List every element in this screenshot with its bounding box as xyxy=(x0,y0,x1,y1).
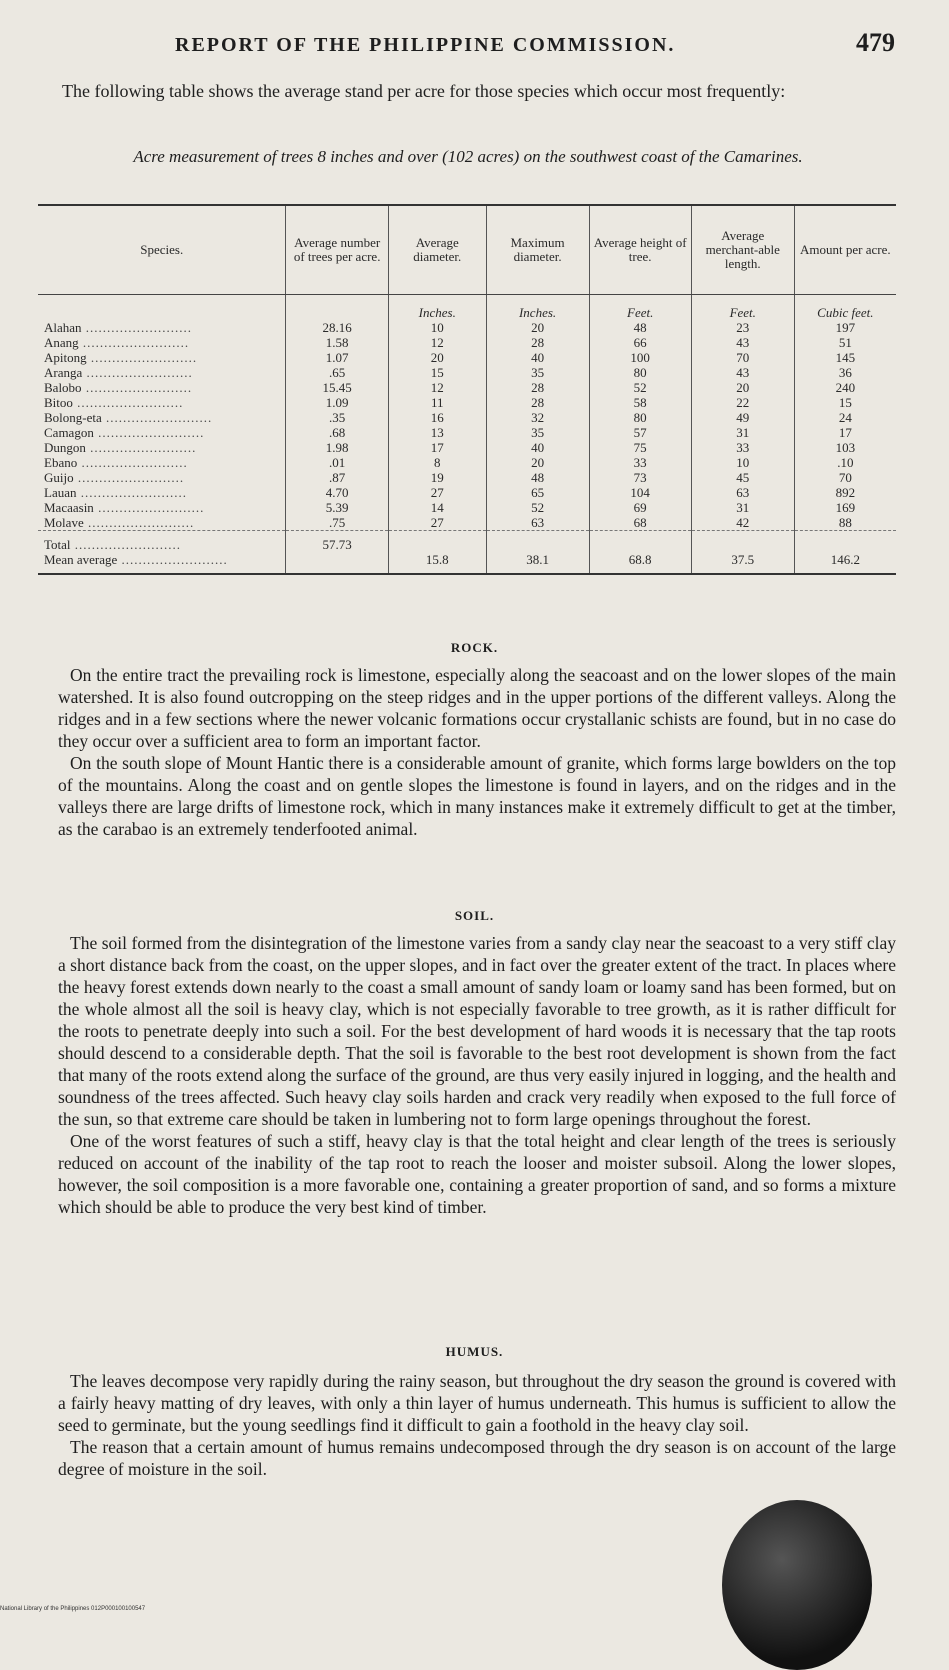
cell-amount: 17 xyxy=(794,425,896,440)
mean-label: Mean average ..... xyxy=(38,552,286,574)
cell-amount: 240 xyxy=(794,380,896,395)
table-header-row xyxy=(38,205,896,295)
cell-amount: 88 xyxy=(794,515,896,531)
table-row xyxy=(38,440,896,455)
cell-avg-height: 69 xyxy=(589,500,691,515)
cell-amount: 24 xyxy=(794,410,896,425)
cell-avg-number: 1.09 xyxy=(286,395,388,410)
cell-species: Aranga ..... xyxy=(38,365,286,380)
cell-avg-number: 1.07 xyxy=(286,350,388,365)
soil-paragraph: The soil formed from the disintegration of the limestone varies from a sandy clay near the seacoast to a very stiff clay a short distance back from the coast, on the upper slopes, and in fact over the greater extent of the tract. In places where the heavy forest extends down nearly to the coast a small amount of sandy loam or loamy sand has been formed, but on the whole almost all the soil is heavy clay, which is not especially favorable to tree growth, as it is rather difficult for the roots to penetrate deeply into such a soil. For the best development of hard woods it is necessary that the tap roots should descend to a considerable depth. That the soil is favorable to the best root development is shown from the fact that many of the roots extend along the surface of the ground, are thus very easily injured in logging, and the health and soundness of the trees affected. Such heavy clay soils harden and crack very readily when exposed to the full force of the sun, so that extreme care should be taken in lumbering not to form large openings throughout the forest. xyxy=(58,933,896,1129)
page-number: 479 xyxy=(856,28,895,57)
table-caption: Acre measurement of trees 8 inches and over (102 acres) on the southwest coast of the Camarines. xyxy=(133,147,803,166)
cell-avg-height: 57 xyxy=(589,425,691,440)
table-row xyxy=(38,425,896,440)
soil-section xyxy=(58,932,896,1218)
humus-paragraph: The leaves decompose very rapidly during the rainy season, but throughout the dry season the ground is covered with a fairly heavy matting of dry leaves, with only a thin layer of humus underneath. This humus is sufficient to allow the seed to germinate, but the young seedlings find it difficult to gain a foothold in the heavy clay soil. xyxy=(58,1371,896,1435)
humus-paragraph: The reason that a certain amount of humus remains undecomposed through the dry season is on account of the large degree of moisture in the soil. xyxy=(58,1437,896,1479)
running-title: REPORT OF THE PHILIPPINE COMMISSION. xyxy=(175,34,676,56)
cell-amount: 169 xyxy=(794,500,896,515)
units-cell xyxy=(38,295,286,321)
cell-avg-number: .75 xyxy=(286,515,388,531)
total-label: Total ..... xyxy=(38,531,286,553)
header-avg-diameter: Average diameter. xyxy=(388,205,486,295)
total-trees: 57.73 xyxy=(286,531,388,553)
cell-merchantable-length: 31 xyxy=(691,500,794,515)
cell-species: Anang ..... xyxy=(38,335,286,350)
header-species: Species. xyxy=(38,205,286,295)
cell-avg-height: 68 xyxy=(589,515,691,531)
cell-max-diameter: 28 xyxy=(486,395,589,410)
cell-avg-height: 48 xyxy=(589,320,691,335)
cell-amount: 892 xyxy=(794,485,896,500)
cell-avg-diameter: 11 xyxy=(388,395,486,410)
cell-merchantable-length: 43 xyxy=(691,365,794,380)
cell-avg-height: 33 xyxy=(589,455,691,470)
mean-max-diameter: 38.1 xyxy=(486,552,589,574)
header-avg-height: Average height of tree. xyxy=(589,205,691,295)
cell-avg-diameter: 19 xyxy=(388,470,486,485)
cell-max-diameter: 48 xyxy=(486,470,589,485)
mean-merchantable-length: 37.5 xyxy=(691,552,794,574)
cell-merchantable-length: 33 xyxy=(691,440,794,455)
cell-avg-number: .87 xyxy=(286,470,388,485)
cell-avg-number: 4.70 xyxy=(286,485,388,500)
rock-paragraph: On the south slope of Mount Hantic there is a considerable amount of granite, which forms large bowlders on the top of the mountains. Along the coast and on gentle slopes the limestone is found in layers, and on the ridges and in the valleys there are large drifts of limestone rock, which in many instances make it extremely difficult to get at the timber, as the carabao is an extremely tenderfooted animal. xyxy=(58,753,896,839)
rock-section xyxy=(58,664,896,840)
cell-avg-number: 15.45 xyxy=(286,380,388,395)
cell-max-diameter: 40 xyxy=(486,350,589,365)
scanner-thumb-shadow xyxy=(722,1500,872,1670)
cell-max-diameter: 20 xyxy=(486,320,589,335)
cell-max-diameter: 63 xyxy=(486,515,589,531)
cell-avg-number: .68 xyxy=(286,425,388,440)
soil-heading: SOIL. xyxy=(454,908,495,923)
cell-amount: 51 xyxy=(794,335,896,350)
library-footer: National Library of the Philippines 012P000100100547 xyxy=(0,1606,146,1612)
table-row xyxy=(38,350,896,365)
cell-merchantable-length: 42 xyxy=(691,515,794,531)
humus-section xyxy=(58,1370,896,1480)
cell-merchantable-length: 20 xyxy=(691,380,794,395)
cell-avg-diameter: 10 xyxy=(388,320,486,335)
table-row xyxy=(38,410,896,425)
mean-avg-height: 68.8 xyxy=(589,552,691,574)
rock-paragraph: On the entire tract the prevailing rock is limestone, especially along the seacoast and on the lower slopes of the main watershed. It is also found outcropping on the steep ridges and in the upper portions of the different valleys. Along the ridges and in a few sections where the newer volcanic formations occur crystallanic schists are found, but in no case do they occur over a sufficient area to form an important factor. xyxy=(58,665,896,751)
cell-merchantable-length: 22 xyxy=(691,395,794,410)
cell-avg-diameter: 13 xyxy=(388,425,486,440)
table-body xyxy=(38,295,896,531)
mean-amount: 146.2 xyxy=(794,552,896,574)
cell-merchantable-length: 70 xyxy=(691,350,794,365)
cell-species: Balobo ..... xyxy=(38,380,286,395)
intro-paragraph: The following table shows the average stand per acre for those species which occur most frequently: xyxy=(62,81,786,101)
cell-amount: 103 xyxy=(794,440,896,455)
cell-max-diameter: 52 xyxy=(486,500,589,515)
units-cell: Inches. xyxy=(486,295,589,321)
cell-max-diameter: 20 xyxy=(486,455,589,470)
total-row xyxy=(38,531,896,553)
table-row xyxy=(38,380,896,395)
cell-amount: 70 xyxy=(794,470,896,485)
cell-amount: 36 xyxy=(794,365,896,380)
cell-avg-number: .01 xyxy=(286,455,388,470)
header-max-diameter: Maximum diameter. xyxy=(486,205,589,295)
rock-heading: ROCK. xyxy=(450,640,499,655)
cell-merchantable-length: 43 xyxy=(691,335,794,350)
cell-merchantable-length: 23 xyxy=(691,320,794,335)
cell-species: Lauan ..... xyxy=(38,485,286,500)
cell-max-diameter: 35 xyxy=(486,425,589,440)
cell-merchantable-length: 45 xyxy=(691,470,794,485)
cell-amount: 145 xyxy=(794,350,896,365)
cell-avg-height: 80 xyxy=(589,410,691,425)
cell-amount: 197 xyxy=(794,320,896,335)
cell-merchantable-length: 63 xyxy=(691,485,794,500)
units-cell: Feet. xyxy=(691,295,794,321)
cell-species: Macaasin ..... xyxy=(38,500,286,515)
cell-max-diameter: 40 xyxy=(486,440,589,455)
cell-avg-height: 52 xyxy=(589,380,691,395)
cell-avg-diameter: 16 xyxy=(388,410,486,425)
cell-avg-height: 75 xyxy=(589,440,691,455)
cell-avg-diameter: 27 xyxy=(388,515,486,531)
cell-merchantable-length: 31 xyxy=(691,425,794,440)
header-avg-number: Average number of trees per acre. xyxy=(286,205,388,295)
cell-max-diameter: 28 xyxy=(486,335,589,350)
cell-avg-diameter: 14 xyxy=(388,500,486,515)
cell-avg-height: 80 xyxy=(589,365,691,380)
cell-amount: .10 xyxy=(794,455,896,470)
page-header xyxy=(175,28,895,64)
units-cell: Inches. xyxy=(388,295,486,321)
cell-max-diameter: 35 xyxy=(486,365,589,380)
cell-avg-height: 100 xyxy=(589,350,691,365)
cell-species: Bolong-eta ..... xyxy=(38,410,286,425)
header-amount: Amount per acre. xyxy=(794,205,896,295)
mean-row xyxy=(38,552,896,574)
cell-species: Apitong ..... xyxy=(38,350,286,365)
table-row xyxy=(38,485,896,500)
cell-merchantable-length: 49 xyxy=(691,410,794,425)
cell-avg-diameter: 27 xyxy=(388,485,486,500)
cell-species: Dungon ..... xyxy=(38,440,286,455)
cell-avg-diameter: 17 xyxy=(388,440,486,455)
mean-avg-diameter: 15.8 xyxy=(388,552,486,574)
soil-paragraph: One of the worst features of such a stiff, heavy clay is that the total height and clear length of the trees is seriously reduced on account of the inability of the tap root to reach the looser and moister subsoil. Along the lower slopes, however, the soil composition is a more favorable one, containing a greater proportion of sand, and so forms a mixture which should be able to produce the very best kind of timber. xyxy=(58,1131,896,1217)
cell-max-diameter: 28 xyxy=(486,380,589,395)
table-row xyxy=(38,395,896,410)
cell-avg-number: .35 xyxy=(286,410,388,425)
units-row xyxy=(38,295,896,321)
table-row xyxy=(38,365,896,380)
cell-species: Ebano ..... xyxy=(38,455,286,470)
cell-species: Molave ..... xyxy=(38,515,286,531)
table-row xyxy=(38,455,896,470)
units-cell: Cubic feet. xyxy=(794,295,896,321)
cell-avg-height: 66 xyxy=(589,335,691,350)
units-cell: Feet. xyxy=(589,295,691,321)
cell-species: Guijo ..... xyxy=(38,470,286,485)
table-row xyxy=(38,500,896,515)
table-row xyxy=(38,320,896,335)
cell-avg-diameter: 12 xyxy=(388,380,486,395)
cell-avg-height: 58 xyxy=(589,395,691,410)
cell-amount: 15 xyxy=(794,395,896,410)
units-cell xyxy=(286,295,388,321)
cell-avg-number: 5.39 xyxy=(286,500,388,515)
cell-avg-diameter: 15 xyxy=(388,365,486,380)
cell-avg-diameter: 12 xyxy=(388,335,486,350)
cell-avg-number: .65 xyxy=(286,365,388,380)
cell-species: Alahan ..... xyxy=(38,320,286,335)
table-row xyxy=(38,470,896,485)
cell-species: Camagon ..... xyxy=(38,425,286,440)
table-row xyxy=(38,335,896,350)
table-row xyxy=(38,515,896,531)
cell-avg-diameter: 8 xyxy=(388,455,486,470)
cell-max-diameter: 65 xyxy=(486,485,589,500)
cell-max-diameter: 32 xyxy=(486,410,589,425)
cell-avg-height: 73 xyxy=(589,470,691,485)
cell-avg-number: 28.16 xyxy=(286,320,388,335)
cell-species: Bitoo ..... xyxy=(38,395,286,410)
cell-merchantable-length: 10 xyxy=(691,455,794,470)
cell-avg-diameter: 20 xyxy=(388,350,486,365)
cell-avg-height: 104 xyxy=(589,485,691,500)
cell-avg-number: 1.98 xyxy=(286,440,388,455)
tree-measurement-table xyxy=(38,204,896,575)
cell-avg-number: 1.58 xyxy=(286,335,388,350)
humus-heading: HUMUS. xyxy=(445,1344,504,1359)
header-merchantable-length: Average merchant-able length. xyxy=(691,205,794,295)
